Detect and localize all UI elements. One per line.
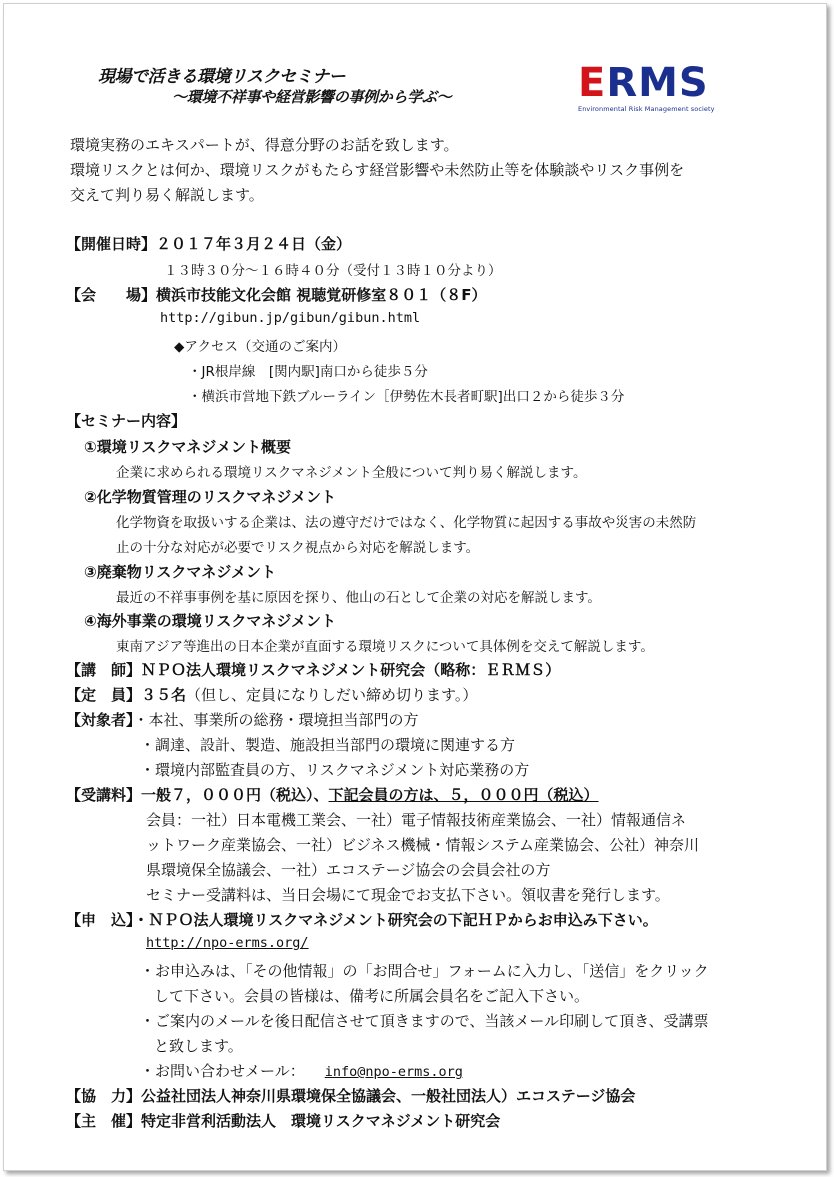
fee-note: 県環境保全協議会、一社）エコステージ協会の会員会社の方 [146, 861, 551, 879]
seminar-subtitle: ～環境不祥事や経営影響の事例から学ぶ～ [172, 88, 452, 106]
apply-url[interactable]: http://npo-erms.org/ [146, 935, 309, 951]
fee-general: 一般７，０００円（税込）、 [141, 786, 329, 804]
intro-line: 環境リスクとは何か、環境リスクがもたらす経営影響や未然防止等を体験談やリスク事例を [70, 161, 685, 179]
cooperation-value: 公益社団法人神奈川県環境保全協議会、一般社団法人）エコステージ協会 [141, 1087, 636, 1105]
capacity-row [66, 684, 477, 705]
target-item: ・調達、設計、製造、施設担当部門の環境に関連する方 [140, 736, 516, 754]
cooperation-row [66, 1085, 635, 1106]
apply-value: ・ＮＰＯ法人環境リスクマネジメント研究会の下記ＨＰからお申込み下さい。 [133, 911, 658, 929]
venue-label: 【会 場】 [66, 286, 157, 304]
capacity-note: （但し、定員になりしだい締め切ります。） [186, 686, 478, 704]
target-item: ・本社、事業所の総務・環境担当部門の方 [133, 711, 419, 729]
date-label: 【開催日時】 [66, 235, 157, 253]
apply-note: と致します。 [154, 1037, 243, 1055]
fee-note: ットワーク産業協会、一社）ビジネス機械・情報システム産業協会、公社）神奈川 [146, 836, 700, 854]
access-item: ・JR根岸線 [関内駅]南口から徒歩５分 [188, 364, 428, 380]
content-heading: ③廃棄物リスクマネジメント [84, 563, 276, 581]
venue-row [66, 284, 487, 305]
apply-row [66, 909, 658, 930]
fee-row [66, 784, 599, 805]
lecturer-value: ＮＰＯ法人環境リスクマネジメント研究会（略称：ＥＲＭＳ） [141, 661, 561, 679]
fee-note: セミナー受講料は、当日会場にて現金でお支払下さい。領収書を発行します。 [146, 886, 670, 904]
time-value: １３時３０分～１６時４０分（受付１３時１０分より） [164, 263, 502, 279]
capacity-value: ３５名 [141, 686, 187, 704]
content-heading: ④海外事業の環境リスクマネジメント [84, 612, 336, 630]
content-desc: 化学物資を取扱いする企業は、法の遵守だけではなく、化学物質に起因する事故や災害の未然防 [116, 515, 697, 531]
apply-note: ・お申込みは、「その他情報」の「お問合せ」フォームに入力し、「送信」をクリック [140, 962, 709, 980]
organizer-row [66, 1110, 500, 1131]
target-item: ・環境内部監査員の方、リスクマネジメント対応業務の方 [140, 761, 530, 779]
content-desc: 企業に求められる環境リスクマネジメント全般について判り易く解説します。 [116, 465, 587, 481]
content-heading: ②化学物質管理のリスクマネジメント [84, 488, 336, 506]
content-label: 【セミナー内容】 [66, 412, 187, 430]
content-desc: 最近の不祥事事例を基に原因を探り、他山の石として企業の対応を解説します。 [116, 590, 601, 606]
organizer-value: 特定非営利活動法人 環境リスクマネジメント研究会 [141, 1112, 501, 1130]
contact-row [140, 1060, 463, 1081]
intro-line: 環境実務のエキスパートが、得意分野のお話を致します。 [70, 136, 459, 154]
erms-logo-text: ERMS [578, 60, 709, 106]
apply-note: ・ご案内のメールを後日配信させて頂きますので、当該メール印刷して頂き、受講票 [140, 1012, 709, 1030]
fee-note: 会員：一社）日本電機工業会、一社）電子情報技術産業協会、一社）情報通信ネ [146, 811, 687, 829]
access-title: ◆アクセス（交通のご案内） [174, 339, 346, 355]
erms-logo [578, 60, 718, 113]
capacity-label: 【定 員】 [66, 686, 142, 704]
content-desc: 東南アジア等進出の日本企業が直面する環境リスクについて具体例を交えて解説します。 [116, 639, 654, 655]
erms-logo-subtitle: Environmental Risk Management society [578, 105, 715, 113]
venue-value: 横浜市技能文化会館 視聴覚研修室８０１（８F） [156, 286, 487, 304]
access-item: ・横浜市営地下鉄ブルーライン［伊勢佐木長者町駅]出口２から徒歩３分 [188, 389, 625, 405]
content-heading: ①環境リスクマネジメント概要 [84, 438, 291, 456]
fee-member: 下記会員の方は、５，０００円（税込） [328, 786, 599, 804]
date-row [66, 233, 351, 254]
target-row [66, 709, 419, 730]
target-label: 【対象者】 [66, 711, 134, 729]
content-desc: 止の十分な対応が必要でリスク視点から対応を解説します。 [116, 540, 480, 556]
apply-note: して下さい。会員の皆様は、備考に所属会員名をご記入下さい。 [154, 987, 590, 1005]
intro-line: 交えて判り易く解説します。 [70, 186, 264, 204]
venue-url[interactable]: http://gibun.jp/gibun/gibun.html [160, 310, 421, 326]
lecturer-row [66, 659, 560, 680]
date-value: ２０１７年３月２４日（金） [156, 235, 352, 253]
apply-label: 【申 込】 [66, 911, 134, 929]
cooperation-label: 【協 力】 [66, 1087, 142, 1105]
fee-label: 【受講料】 [66, 786, 142, 804]
contact-label: ・お問い合わせメール： [140, 1062, 305, 1080]
contact-email[interactable]: info@npo-erms.org [324, 1064, 463, 1080]
seminar-title: 現場で活きる環境リスクセミナー [98, 67, 346, 87]
lecturer-label: 【講 師】 [66, 661, 142, 679]
organizer-label: 【主 催】 [66, 1112, 142, 1130]
